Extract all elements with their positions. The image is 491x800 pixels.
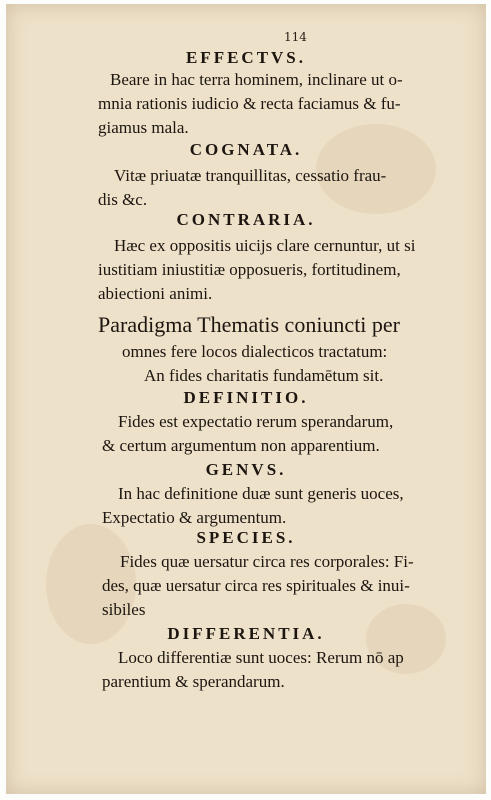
text-line: Fides est expectatio rerum sperandarum, bbox=[118, 412, 394, 431]
text-line: iustitiam iniustitiæ opposueris, fortitudinem, bbox=[98, 260, 401, 279]
text-line: sibiles bbox=[102, 600, 146, 619]
book-page bbox=[6, 4, 486, 794]
text-line: giamus mala. bbox=[98, 118, 189, 137]
section-heading-differentia: DIFFERENTIA. bbox=[167, 624, 325, 643]
text-line: & certum argumentum non apparentium. bbox=[102, 436, 380, 455]
page-number: 114 bbox=[284, 30, 307, 44]
text-line: abiectioni animi. bbox=[98, 284, 213, 303]
text-line: Loco differentiæ sunt uoces: Rerum nō ap bbox=[118, 648, 404, 667]
section-heading-cognata: COGNATA. bbox=[189, 140, 303, 159]
text-line: parentium & sperandarum. bbox=[102, 672, 285, 691]
text-line: mnia rationis iudicio & recta faciamus & fu- bbox=[98, 94, 401, 113]
text-line: Expectatio & argumentum. bbox=[102, 508, 287, 527]
text-line: Vitæ priuatæ tranquillitas, cessatio frau- bbox=[114, 166, 387, 185]
text-line: Beare in hac terra hominem, inclinare ut o- bbox=[110, 70, 403, 89]
text-line: dis &c. bbox=[98, 190, 148, 209]
text-line: omnes fere locos dialecticos tractatum: bbox=[122, 342, 388, 361]
paradigm-title: Paradigma Thematis coniuncti per bbox=[98, 312, 401, 337]
section-heading-definitio: DEFINITIO. bbox=[183, 388, 309, 407]
text-line: An fides charitatis fundamētum sit. bbox=[144, 366, 384, 385]
text-line: In hac definitione duæ sunt generis uoces, bbox=[118, 484, 404, 503]
section-heading-species: SPECIES. bbox=[196, 528, 296, 547]
section-heading-contraria: CONTRARIA. bbox=[176, 210, 316, 229]
section-heading-effectus: EFFECTVS. bbox=[185, 48, 307, 67]
text-line: des, quæ uersatur circa res spirituales & inui- bbox=[102, 576, 410, 595]
section-heading-genus: GENVS. bbox=[205, 460, 287, 479]
text-line: Fides quæ uersatur circa res corporales: Fi- bbox=[120, 552, 414, 571]
text-line: Hæc ex oppositis uicijs clare cernuntur, ut si bbox=[114, 236, 416, 255]
